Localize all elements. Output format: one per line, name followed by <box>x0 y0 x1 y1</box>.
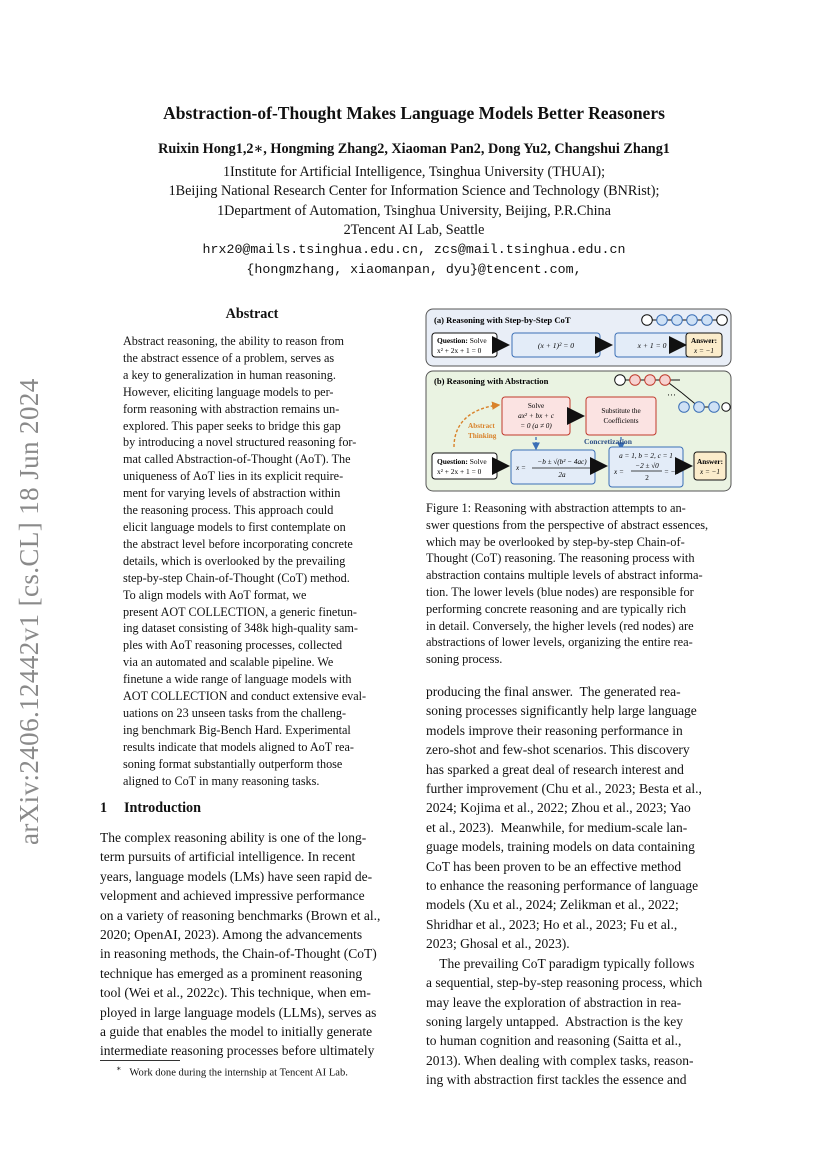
body-line: to enhance the reasoning performance of language <box>426 878 699 894</box>
caption-line: swer questions from the perspective of abstract essences, <box>426 517 709 532</box>
abstract-line: explored. This paper seeks to bridge this gap <box>123 418 341 433</box>
question-b-eq: x² + 2x + 1 = 0 <box>437 467 482 476</box>
intro-line: The complex reasoning ability is one of the long- <box>100 830 367 845</box>
abstract-line: the reasoning process. This approach could <box>123 503 334 518</box>
abstract-line: via an automated and scalable pipeline. We <box>123 655 334 670</box>
caption-line: in detail. Conversely, the higher levels (red nodes) are <box>426 618 694 633</box>
abstract-step-2 <box>586 397 656 435</box>
body-line: soning processes significantly help large language <box>426 703 697 719</box>
svg-text:x =: x = <box>516 464 526 472</box>
svg-text:Coefficients: Coefficients <box>603 417 639 425</box>
abstract-line: aligned to CoT in many reasoning tasks. <box>123 773 320 788</box>
body-line: guage models, training models on data containing <box>426 839 695 855</box>
body-line: soning largely untapped. Abstraction is the key <box>426 1013 683 1029</box>
intro-line: years, language models (LMs) have seen rapid de- <box>100 868 373 884</box>
svg-text:ax² + bx + c: ax² + bx + c <box>518 412 554 420</box>
body-line: a sequential, step-by-step reasoning process, which <box>426 975 703 991</box>
intro-line: in reasoning methods, the Chain-of-Thought (CoT) <box>100 946 377 962</box>
section-number: 1 <box>100 800 108 816</box>
panel-b-title: (b) Reasoning with Abstraction <box>434 376 549 386</box>
abstract-line: by introducing a novel structured reasoning for- <box>123 435 357 450</box>
answer-value-b: x = −1 <box>699 468 721 476</box>
intro-line: ployed in large language models (LLMs), serves as <box>100 1004 377 1020</box>
svg-text:= −1: = −1 <box>664 468 680 476</box>
section-title: Introduction <box>124 800 201 816</box>
body-line: producing the final answer. The generated rea- <box>426 684 681 699</box>
abstract-line: ment for varying levels of abstraction within <box>123 486 341 501</box>
body-line: further improvement (Chu et al., 2023; Besta et al., <box>426 781 702 797</box>
footnote-mark: ∗ <box>116 1064 122 1073</box>
affiliation-1: 1Institute for Artificial Intelligence, Tsinghua University (THUAI); <box>222 164 606 180</box>
abstract-line: However, eliciting language models to per- <box>123 384 334 399</box>
footnote <box>116 1064 348 1079</box>
footnote-text: Work done during the internship at Tencent AI Lab. <box>129 1067 348 1079</box>
abstract-line: soning format substantially outperform those <box>123 756 343 771</box>
abstract-body <box>123 333 381 789</box>
section-heading <box>100 800 201 817</box>
cot-step-1-text: (x + 1)² = 0 <box>537 341 575 350</box>
figure-caption <box>426 500 731 668</box>
svg-text:Solve: Solve <box>527 402 545 410</box>
answer-label-a: Answer: <box>691 337 717 345</box>
body-line: to human cognition and reasoning (Saitta et al., <box>426 1033 682 1049</box>
question-a-eq: x² + 2x + 1 = 0 <box>437 346 482 355</box>
email-line-1[interactable]: hrx20@mails.tsinghua.edu.cn, zcs@mail.tsinghua.edu.cn <box>202 242 626 257</box>
caption-line: Figure 1: Reasoning with abstraction attempts to an- <box>426 501 686 515</box>
body-line: ing with abstraction first tackles the essence and <box>426 1072 687 1088</box>
abstract-line: a key to generalization in human reasoning. <box>123 367 336 382</box>
body-line: may leave the exploration of abstraction in rea- <box>426 994 682 1010</box>
abstract-line: mat called Abstraction-of-Thought (AoT). The <box>123 452 351 467</box>
abstract-line: details, which is overlooked by the prevailing <box>123 553 346 568</box>
abstract-line: the abstract level before incorporating concrete <box>123 536 353 551</box>
answer-label-b: Answer: <box>697 458 723 466</box>
intro-line: intermediate reasoning processes before ultimately <box>100 1043 375 1059</box>
body-line: 2023; Ghosal et al., 2023). <box>426 936 570 952</box>
intro-line: velopment and achieved impressive performance <box>100 888 365 904</box>
affiliation-3: 1Department of Automation, Tsinghua University, Beijing, P.R.China <box>217 203 611 219</box>
abstract-line: uations on 23 unseen tasks from the challeng- <box>123 705 347 720</box>
caption-line: which may be overlooked by step-by-step Chain-of- <box>426 534 685 549</box>
body-line: Shridhar et al., 2023; Ho et al., 2023; Fu et al., <box>426 916 678 932</box>
intro-line: term pursuits of artificial intelligence. In recent <box>100 849 356 865</box>
svg-text:2: 2 <box>645 474 649 482</box>
abstract-line: ples with AoT reasoning processes, collected <box>123 638 343 653</box>
paper-title: Abstraction-of-Thought Makes Language Models Better Reasoners <box>163 103 665 123</box>
abstract-thinking-label-1: Abstract <box>468 422 495 430</box>
email-line-2[interactable]: {hongmzhang, xiaomanpan, dyu}@tencent.com, <box>246 262 582 277</box>
abstract-line: present AOT COLLECTION, a generic finetun- <box>123 604 357 619</box>
svg-text:−b ± √(b² − 4ac): −b ± √(b² − 4ac) <box>537 458 587 466</box>
figure-1 <box>424 307 734 495</box>
question-b: Question: Solve <box>437 457 487 466</box>
cot-step-2-text: x + 1 = 0 <box>637 341 667 350</box>
panel-a-title: (a) Reasoning with Step-by-Step CoT <box>434 315 571 325</box>
author-list: Ruixin Hong1,2∗, Hongming Zhang2, Xiaoman Pan2, Dong Yu2, Changshui Zhang1 <box>158 141 670 157</box>
body-line: zero-shot and few-shot scenarios. This discovery <box>426 742 690 758</box>
caption-line: soning process. <box>426 652 503 667</box>
abstract-line: ing dataset consisting of 348k high-quality sam- <box>123 621 358 636</box>
abstract-line: results indicate that models aligned to AoT rea- <box>123 739 354 754</box>
caption-line: performing concrete reasoning and are typically rich <box>426 601 687 616</box>
abstract-line: Abstract reasoning, the ability to reason from <box>123 334 345 348</box>
right-column-body <box>426 682 731 1090</box>
abstract-line: step-by-step Chain-of-Thought (CoT) method. <box>123 570 350 585</box>
caption-line: Thought (CoT) reasoning. The reasoning process with <box>426 551 695 566</box>
body-line: models improve their reasoning performance in <box>426 722 683 738</box>
svg-text:x =: x = <box>614 468 624 476</box>
abstract-line: finetune a wide range of language models with <box>123 672 352 687</box>
svg-text:a = 1, b = 2, c = 1: a = 1, b = 2, c = 1 <box>619 452 673 460</box>
body-line: CoT has been proven to be an effective method <box>426 858 682 874</box>
caption-line: tion. The lower levels (blue nodes) are responsible for <box>426 584 694 599</box>
abstract-line: the abstract essence of a problem, serves as <box>123 350 335 365</box>
svg-text:−2 ± √0: −2 ± √0 <box>635 462 659 470</box>
abstract-heading: Abstract <box>225 306 279 322</box>
intro-line: 2020; OpenAI, 2023). Among the advancements <box>100 927 363 943</box>
affiliation-2: 1Beijing National Research Center for Information Science and Technology (BNRist); <box>168 183 660 199</box>
abstract-line: form reasoning with abstraction remains un- <box>123 401 340 416</box>
body-line: 2024; Kojima et al., 2022; Zhou et al., 2023; Yao <box>426 800 691 816</box>
arxiv-stamp: arXiv:2406.12442v1 [cs.CL] 18 Jun 2024 <box>14 378 44 845</box>
footnote-rule <box>100 1060 180 1061</box>
abstract-line: AOT COLLECTION and conduct extensive eval- <box>123 689 367 704</box>
svg-text:···: ··· <box>667 390 676 400</box>
intro-body <box>100 828 404 1061</box>
abstract-thinking-label-2: Thinking <box>468 432 497 440</box>
svg-text:Substitute the: Substitute the <box>601 407 641 415</box>
svg-text:2a: 2a <box>558 471 566 479</box>
intro-line: technique has emerged as a prominent reasoning <box>100 965 363 981</box>
affiliation-4: 2Tencent AI Lab, Seattle <box>343 222 485 238</box>
answer-value-a: x = −1 <box>693 347 715 355</box>
body-line: has sparked a great deal of research interest and <box>426 761 684 777</box>
abstract-line: elicit language models to first contemplate on <box>123 519 346 534</box>
question-a: Question: Solve <box>437 336 487 345</box>
body-line: The prevailing CoT paradigm typically follows <box>426 955 695 971</box>
intro-line: on a variety of reasoning benchmarks (Brown et al., <box>100 907 381 923</box>
caption-line: abstractions of lower levels, organizing the entire rea- <box>426 635 693 650</box>
body-line: 2013). When dealing with complex tasks, reason- <box>426 1052 694 1068</box>
intro-line: a guide that enables the model to initially generate <box>100 1024 373 1040</box>
intro-line: tool (Wei et al., 2022c). This technique, when em- <box>100 985 371 1001</box>
abstract-line: To align models with AoT format, we <box>123 587 307 602</box>
concretization-label: Concretization <box>584 437 632 446</box>
svg-text:= 0 (a ≠ 0): = 0 (a ≠ 0) <box>520 422 552 430</box>
body-line: et al., 2023). Meanwhile, for medium-scale lan- <box>426 819 688 835</box>
abstract-line: uniqueness of AoT lies in its explicit require- <box>123 469 344 484</box>
body-line: models (Xu et al., 2024; Zelikman et al., 2022; <box>426 897 679 913</box>
caption-line: abstraction contains multiple levels of abstract informa- <box>426 568 703 583</box>
abstract-line: ing benchmark Big-Bench Hard. Experimental <box>123 722 351 737</box>
